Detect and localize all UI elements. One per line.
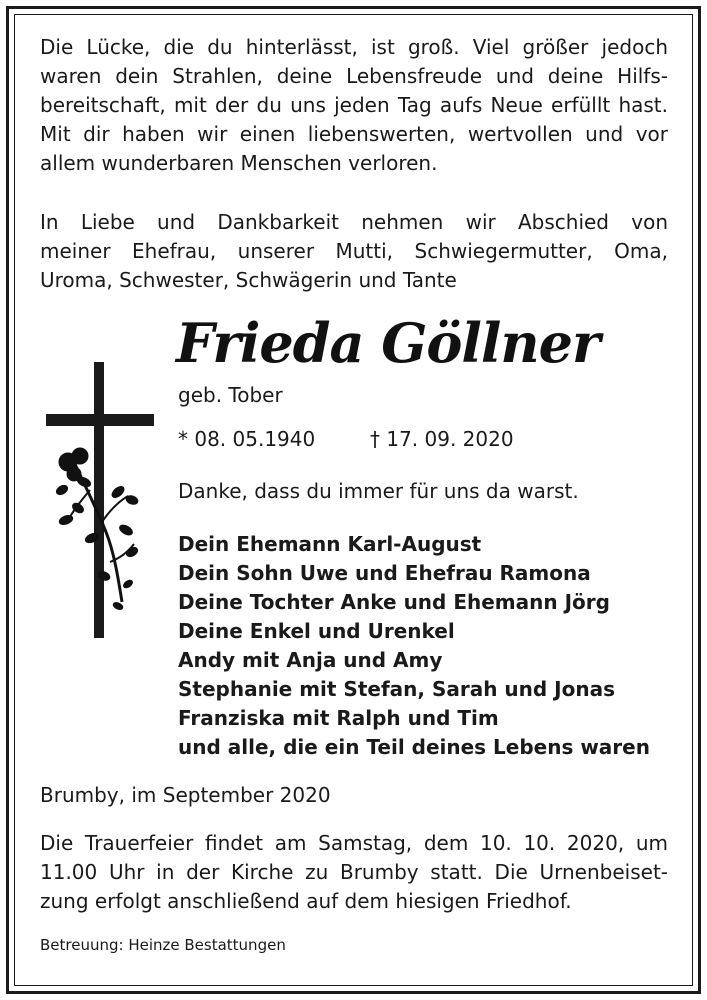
service-line: zung erfolgt anschließend auf dem hiesigen Friedhof. (40, 889, 572, 913)
mourner-line: Deine Enkel und Urenkel (178, 619, 455, 643)
mourner-line: Franziska mit Ralph und Tim (178, 706, 499, 730)
farewell-paragraph (40, 208, 668, 295)
mourner-line: und alle, die ein Teil deines Lebens waren (178, 735, 650, 759)
mourners-list (178, 530, 650, 762)
cross-with-rose-icon (44, 362, 164, 644)
intro-line: waren dein Strahlen, deine Lebensfreude und deine Hilfs- (40, 64, 668, 88)
intro-line: Die Lücke, die du hinterlässt, ist groß. Viel größer jedoch (40, 35, 668, 59)
service-line: Die Trauerfeier findet am Samstag, dem 10. 10. 2020, um (40, 831, 668, 855)
service-paragraph (40, 829, 668, 916)
mourner-line: Dein Sohn Uwe und Ehefrau Ramona (178, 561, 591, 585)
mourner-line: Stephanie mit Stefan, Sarah und Jonas (178, 677, 615, 701)
intro-line: allem wunderbaren Menschen verloren. (40, 151, 438, 175)
place-and-date: Brumby, im September 2020 (40, 783, 331, 807)
farewell-line: In Liebe und Dankbarkeit nehmen wir Abschied von (40, 210, 668, 234)
undertaker-credit: Betreuung: Heinze Bestattungen (40, 936, 286, 954)
intro-line: bereitschaft, mit der du uns jeden Tag aufs Neue erfüllt hast. (40, 93, 668, 117)
life-dates (178, 425, 514, 453)
death-date: † 17. 09. 2020 (370, 427, 514, 451)
farewell-line: meiner Ehefrau, unserer Mutti, Schwiegermutter, Oma, (40, 239, 668, 263)
intro-line: Mit dir haben wir einen liebenswerten, wertvollen und vor (40, 122, 668, 146)
farewell-line: Uroma, Schwester, Schwägerin und Tante (40, 268, 457, 292)
mourner-line: Dein Ehemann Karl-August (178, 532, 482, 556)
service-line: 11.00 Uhr in der Kirche zu Brumby statt. Die Urnenbeiset- (40, 860, 668, 884)
deceased-name: Frieda Göllner (176, 311, 600, 375)
birth-date: * 08. 05.1940 (178, 427, 316, 451)
maiden-name: geb. Tober (178, 383, 283, 407)
thanks-line: Danke, dass du immer für uns da warst. (178, 479, 579, 503)
intro-paragraph (40, 33, 668, 178)
mourner-line: Andy mit Anja und Amy (178, 648, 443, 672)
mourner-line: Deine Tochter Anke und Ehemann Jörg (178, 590, 610, 614)
